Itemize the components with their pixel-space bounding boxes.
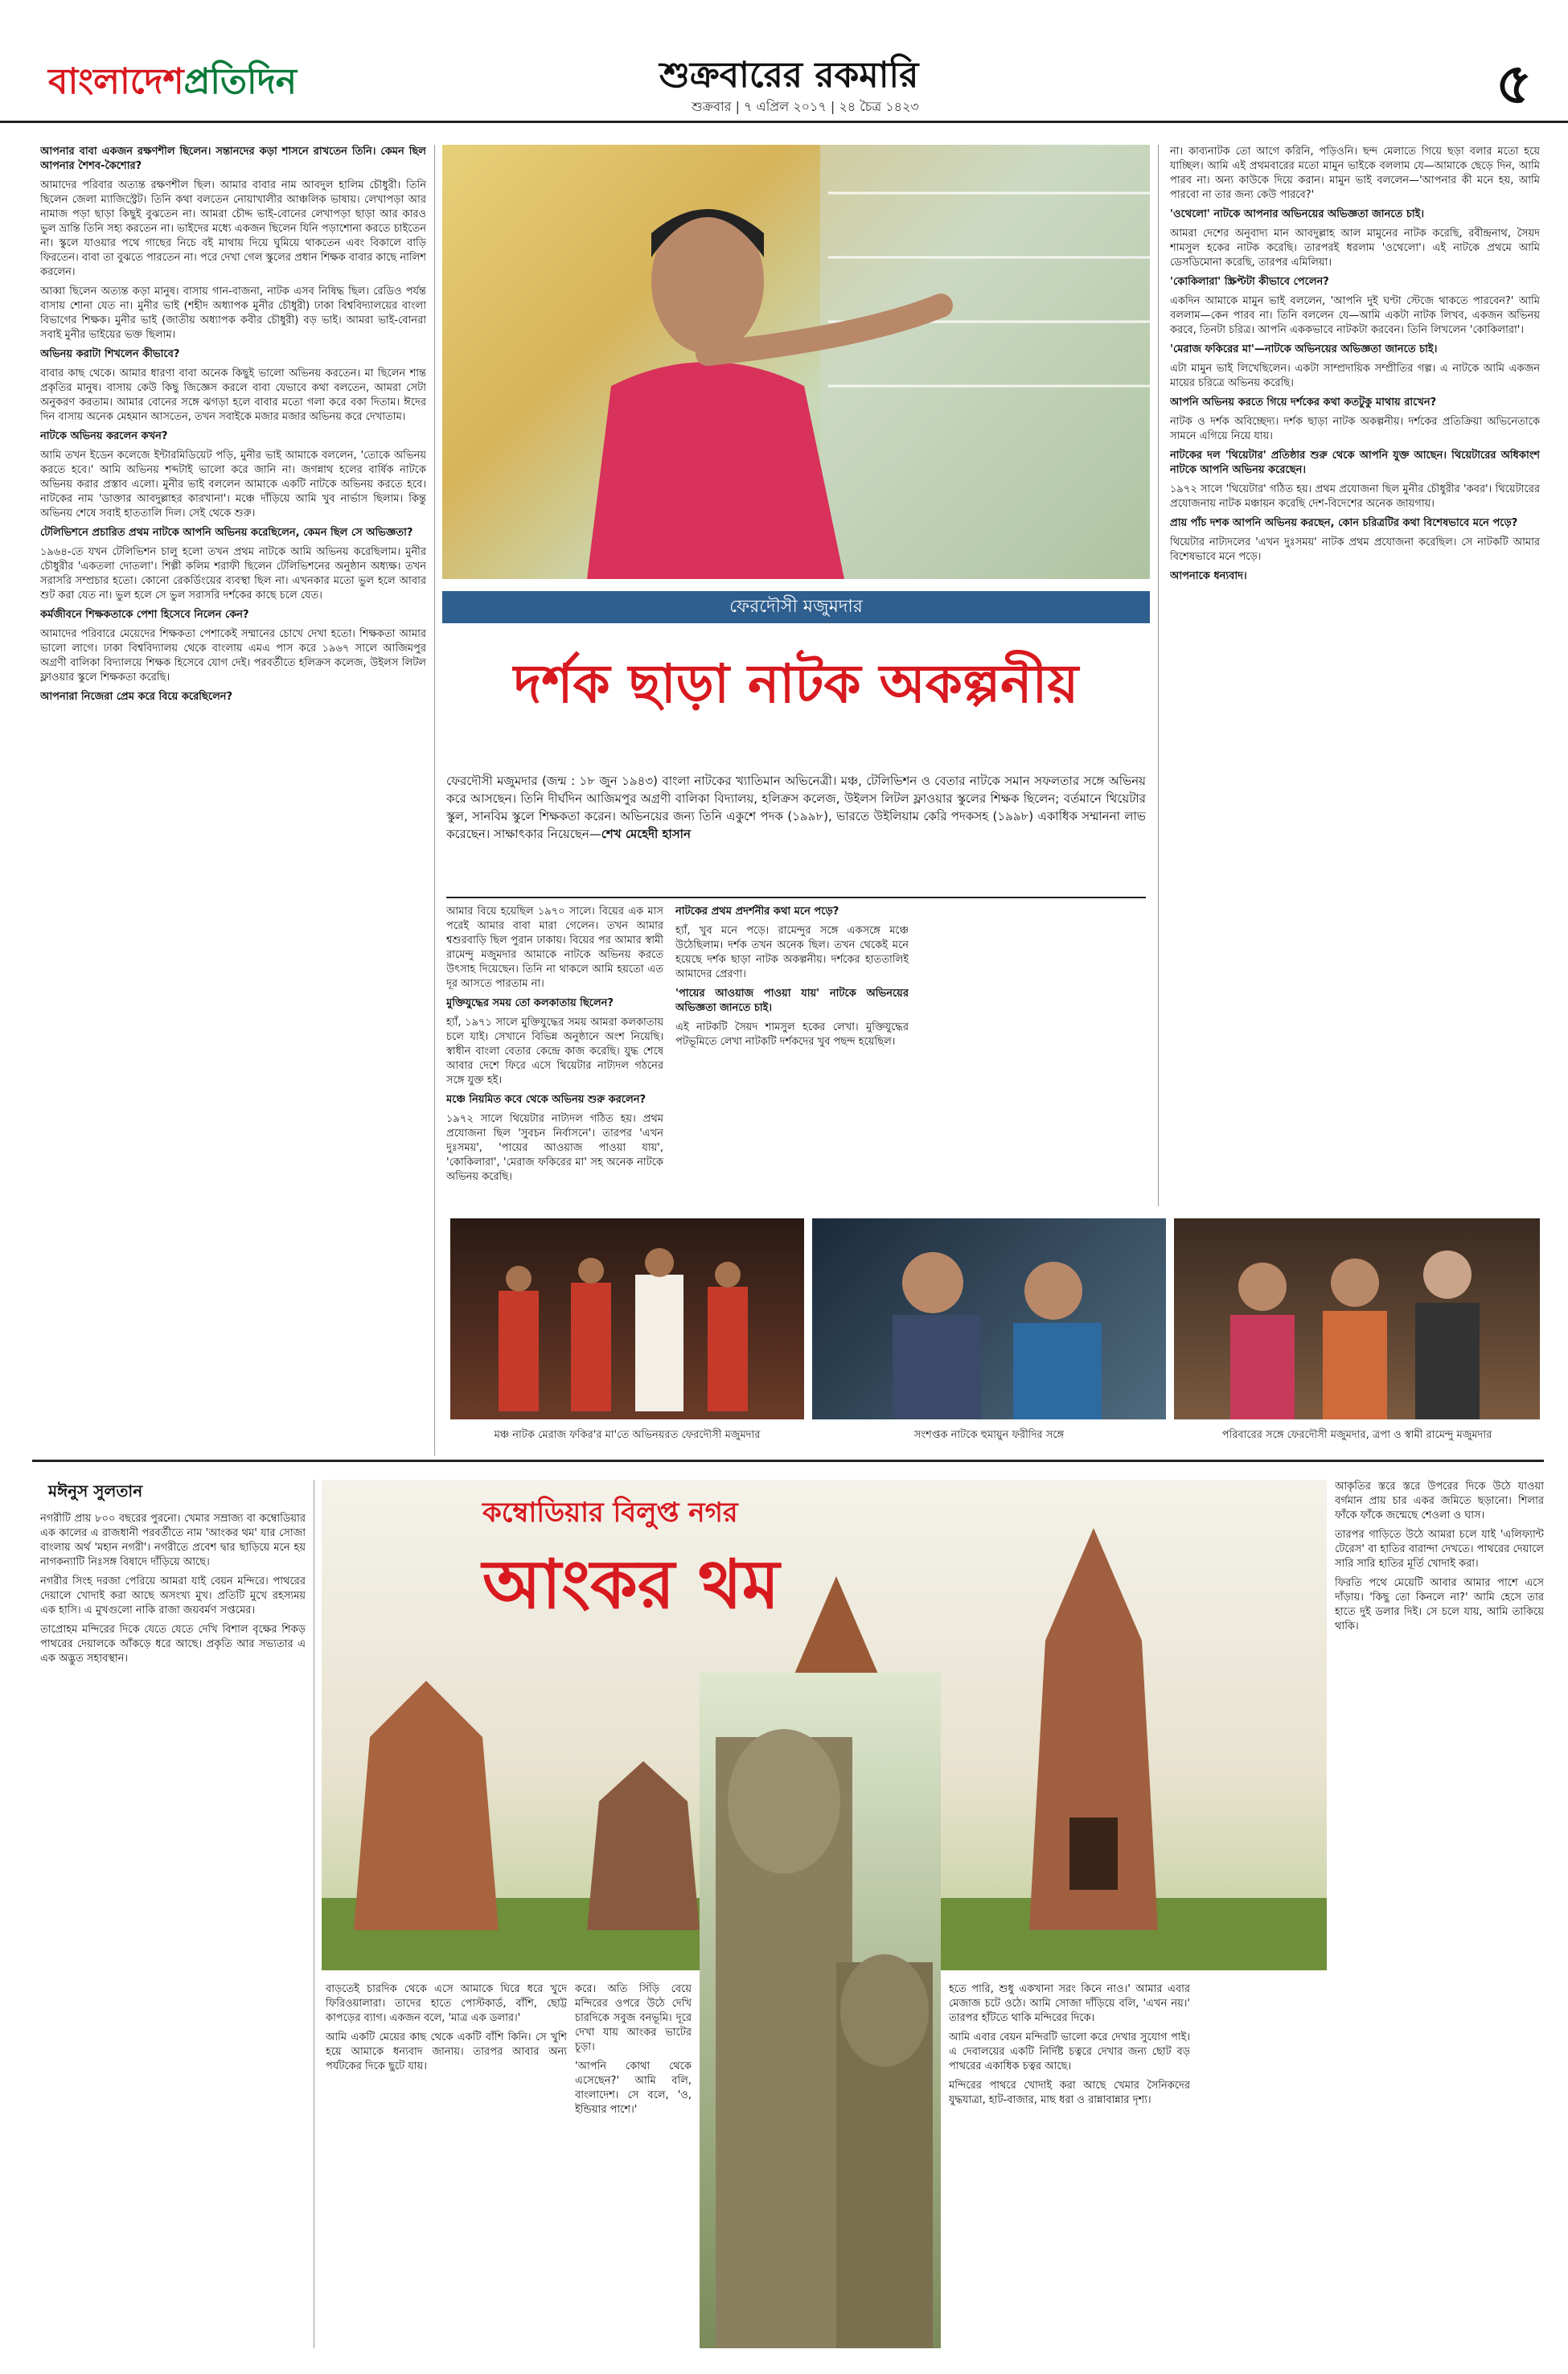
stone-faces-photo <box>700 1673 941 2348</box>
question-text: 'কোকিলারা' স্ক্রিপ্টটা কীভাবে পেলেন? <box>1170 276 1329 288</box>
story2-column-3 <box>575 1982 692 2348</box>
dateline: শুক্রবার | ৭ এপ্রিল ২০১৭ | ২৪ চৈত্র ১৪২৩ <box>692 99 919 114</box>
story1-column-1 <box>40 145 426 1456</box>
question-text: 'মেরাজ ফকিরের মা'—নাটকে অভিনয়ের অভিজ্ঞতা জানতে চাই। <box>1170 343 1438 355</box>
photo-caption-1: মঞ্চ নাটক মেরাজ ফকির'র মা'তে অভিনয়রত ফেরদৌসী মজুমদার <box>494 1429 761 1441</box>
story2-kicker: কম্বোডিয়ার বিলুপ্ত নগর <box>482 1497 738 1529</box>
paragraph-text: আমার বিয়ে হয়েছিল ১৯৭০ সালে। বিয়ের এক মাস পরেই আমার বাবা মারা গেলেন। তখন আমার শ্বশুরবাড়ি ছিল পুরান ঢাকায়। বিয়ের পর আমার স্বামী রামেন্দু মজুমদার আমাকে নাটকে অভিনয় করতে উৎসাহ দিয়েছেন। তিনি না থাকলে আমি হয়তো এত দূর আসতে পারতাম না। <box>446 906 663 990</box>
page-number: ৫ <box>1496 51 1533 117</box>
paragraph-text: মন্দিরের পাথরে খোদাই করা আছে খেমার সৈনিকদের যুদ্ধযাত্রা, হাট-বাজার, মাছ ধরা ও রান্নাবান্নার দৃশ্য। <box>949 2080 1190 2106</box>
paragraph-text: আমাদের পরিবারে মেয়েদের শিক্ষকতা পেশাকেই সম্মানের চোখে দেখা হতো। শিক্ষকতা আমার ভালো লাগে। ঢাকা বিশ্ববিদ্যালয় থেকে বাংলায় এমএ পাস করে ১৯৬৭ সালে আজিমপুর অগ্রণী বালিকা বিদ্যালয়ে শিক্ষক হিসেবে যোগ দেই। পরবর্তীতে হলিক্রস কলেজ, উইলস লিটল ফ্লাওয়ার স্কুলে শিক্ষকতা করেছি। <box>40 628 426 684</box>
paragraph-text: হতে পারি, শুধু একখানা সরং কিনে নাও।' আমার এবার মেজাজ চটে ওঠে। আমি সোজা দাঁড়িয়ে বলি, 'এখন নয়।' তারপর হাঁটতে থাকি মন্দিরের দিকে। <box>949 1983 1190 2024</box>
stage-photo-1 <box>450 1218 804 1419</box>
photo-caption-2: সংশপ্তক নাটকে হুমায়ুন ফরীদির সঙ্গে <box>913 1429 1065 1441</box>
paragraph-text: হ্যাঁ, ১৯৭১ সালে মুক্তিযুদ্ধের সময় আমরা কলকাতায় চলে যাই। সেখানে বিভিন্ন অনুষ্ঠানে অংশ নিয়েছি। স্বাধীন বাংলা বেতার কেন্দ্রে কাজ করেছি। যুদ্ধ শেষে আবার দেশে ফিরে এসে থিয়েটার নাট্যদল গঠনের সঙ্গে যুক্ত হই। <box>446 1017 663 1086</box>
paragraph-text: আব্বা ছিলেন অত্যন্ত কড়া মানুষ। বাসায় গান-বাজনা, নাটক এসব নিষিদ্ধ ছিল। রেডিও পর্যন্ত বাসায় শোনা যেত না। মুনীর ভাই (শহীদ অধ্যাপক মুনীর চৌধুরী) ঢাকা বিশ্ববিদ্যালয়ের বাংলা বিভাগের শিক্ষক। মুনীর ভাই (জাতীয় অধ্যাপক কবীর চৌধুরী) বড় ভাই। আমরা ভাই-বোনরা সবাই মুনীর ভাইয়ের ভক্ত ছিলাম। <box>40 285 426 341</box>
question-text: আপনাকে ধন্যবাদ। <box>1170 570 1247 582</box>
question-text: মুক্তিযুদ্ধের সময় তো কলকাতায় ছিলেন? <box>446 997 614 1009</box>
paragraph-text: নগরীটি প্রায় ৮০০ বছরের পুরনো। খেমার সম্রাজ্য বা কম্বোডিয়ার এক কালের এ রাজধানী পরবর্তীতে নাম 'আংকর থম' যার সোজা বাংলায় অর্থ 'মহান নগরী'। নগরীতে প্রবেশ দ্বার ছাড়িয়ে মনে হয় নাগকন্যাটি নিঃসঙ্গ বিষাদে দাঁড়িয়ে আছে। <box>40 1513 306 1568</box>
stage-photo-2 <box>812 1218 1166 1419</box>
story1-column-3 <box>675 905 909 1206</box>
paragraph-text: এটা মামুন ভাই লিখেছিলেন। একটা সাম্প্রদায়িক সম্প্রীতির গল্প। এ নাটকে আমি একজন মায়ের চরিত্রে অভিনয় করেছি। <box>1170 363 1540 389</box>
paragraph-text: আমি এবার বেয়ন মন্দিরটি ভালো করে দেখার সুযোগ পাই। এ দেবালয়ের একটি নির্দিষ্ট চত্বরে দেখার জন্য ছোট বড় পাথরের একাধিক চত্বর আছে। <box>949 2031 1190 2072</box>
paragraph-text: এই নাটকটি সৈয়দ শামসুল হকের লেখা। মুক্তিযুদ্ধের পটভূমিতে লেখা নাটকটি দর্শকদের খুব পছন্দ হয়েছিল। <box>675 1021 909 1048</box>
story1-headline: দর্শক ছাড়া নাটক অকল্পনীয় <box>513 653 1079 715</box>
portrait-photo <box>442 145 1150 579</box>
story1-column-4 <box>1170 145 1540 1206</box>
paragraph-text: থিয়েটার নাট্যদলের 'এখন দুঃসময়' নাটক প্রথম প্রযোজনা করেছিল। সে নাটকটি আমার বিশেষভাবে মনে পড়ে। <box>1170 536 1540 563</box>
story2-column-2 <box>326 1982 567 2348</box>
story2-column-5 <box>1335 1480 1544 2348</box>
paragraph-text: 'আপনি কোথা থেকে এসেছেন?' আমি বলি, বাংলাদেশ। সে বলে, 'ও, ইন্ডিয়ার পাশে।' <box>575 2060 692 2116</box>
story1-column-3b <box>917 905 1150 1206</box>
portrait-figure <box>442 145 1150 579</box>
column-rule <box>434 145 435 1456</box>
question-text: 'পায়ের আওয়াজ পাওয়া যায়' নাটকে অভিনয়ের অভিজ্ঞতা জানতে চাই। <box>675 988 909 1014</box>
intro-rule <box>446 897 1146 898</box>
question-text: আপনি অভিনয় করতে গিয়ে দর্শকের কথা কতটুকু মাথায় রাখেন? <box>1170 396 1437 409</box>
family-figures <box>1174 1218 1540 1419</box>
question-text: নাটকের প্রথম প্রদর্শনীর কথা মনে পড়ে? <box>675 906 839 918</box>
interviewer-name: শেখ মেহেদী হাসান <box>601 827 691 841</box>
paragraph-text: ১৯৭২ সালে থিয়েটার নাট্যদল গঠিত হয়। প্রথম প্রযোজনা ছিল 'সুবচন নির্বাসনে'। তারপর 'এখন দুঃসময়', 'পায়ের আওয়াজ পাওয়া যায়', 'কোকিলারা', 'মেরাজ ফকিরের মা' সহ অনেক নাটকে অভিনয় করেছি। <box>446 1113 663 1183</box>
question-text: অভিনয় করাটা শিখলেন কীভাবে? <box>40 348 180 360</box>
question-text: আপনারা নিজেরা প্রেম করে বিয়ে করেছিলেন? <box>40 691 233 703</box>
paragraph-text: বাড়তেই চারদিক থেকে এসে আমাকে ঘিরে ধরে খুদে ফিরিওয়ালারা। তাদের হাতে পোস্টকার্ড, বাঁশি, ছোট্ট কাপড়ের ব্যাগ। একজন বলে, 'মাত্র এক ডলার।' <box>326 1983 567 2024</box>
paragraph-text: তাপ্রোহম মন্দিরের দিকে যেতে যেতে দেখি বিশাল বৃক্ষের শিকড় পাথরের দেয়ালকে আঁকড়ে ধরে আছে। প্রকৃতি আর সভ্যতার এ এক অদ্ভুত সহাবস্থান। <box>40 1624 306 1665</box>
column-rule <box>1158 145 1159 1206</box>
paragraph-text: হ্যাঁ, খুব মনে পড়ে। রামেন্দুর সঙ্গে একসঙ্গে মঞ্চে উঠেছিলাম। দর্শক তখন অনেক ছিল। তখন থেকেই মনে হয়েছে দর্শক ছাড়া নাটক অকল্পনীয়। দর্শকের হাততালিই আমাদের প্রেরণা। <box>675 925 909 980</box>
paragraph-text: আকৃতির স্তরে স্তরে উপরের দিকে উঠে যাওয়া বর্গমান প্রায় চার একর জমিতে ছড়ানো। শিলার ফাঁকে ফাঁকে জন্মেছে শেওলা ও ঘাস। <box>1335 1481 1544 1522</box>
question-text: নাটকে অভিনয় করলেন কখন? <box>40 430 168 442</box>
paragraph-text: না। কাব্যনাটক তো আগে করিনি, পড়িওনি। ছন্দ মেলাতে গিয়ে ছড়া বলার মতো হয়ে যাচ্ছিল। আমি এই প্রথমবারের মতো মামুন ভাইকে বললাম যে—আমাকে ছেড়ে দিন, আমি পারব না। অন্য কাউকে দিয়ে করান। মামুন ভাই বললেন—'আপনার কী মনে হয়, আমি পারবো না তার জন্য কেউ পারবে?' <box>1170 146 1540 201</box>
question-text: 'ওথেলো' নাটকে আপনার অভিনয়ের অভিজ্ঞতা জানতে চাই। <box>1170 208 1425 220</box>
question-text: মঞ্চে নিয়মিত কবে থেকে অভিনয় শুরু করলেন? <box>446 1094 646 1106</box>
paragraph-text: তারপর গাড়িতে উঠে আমরা চলে যাই 'এলিফ্যান্ট টেরেস' বা হাতির বারান্দা দেখতে। পাথরের দেয়ালে সারি সারি হাতির মূর্তি খোদাই করা। <box>1335 1529 1544 1570</box>
paragraph-text: আমি তখন ইডেন কলেজে ইন্টারমিডিয়েট পড়ি, মুনীর ভাই আমাকে বললেন, 'তোকে অভিনয় করতে হবে।' আমি অভিনয় শব্দটাই ভালো করে জানি না। জগন্নাথ হলের বার্ষিক নাটকে অভিনয় করার প্রস্তাব এলো। মুনীর ভাই বললেন আমাকে একটি নাটকে অভিনয় করতে হবে। নাটকের নাম 'ডাক্তার আবদুল্লাহর কারখানা'। মঞ্চে দাঁড়িয়ে আমি খুব নার্ভাস ছিলাম। কিন্তু অভিনয় শেষে সবাই হাততালি দিল। সেই থেকে শুরু। <box>40 450 426 520</box>
paragraph-text: করে। অতি সিঁড়ি বেয়ে মন্দিরের ওপরে উঠে দেখি চারদিকে সবুজ বনভূমি। দূরে দেখা যায় আংকর ভাটের চূড়া। <box>575 1983 692 2053</box>
name-band: ফেরদৌসী মজুমদার <box>442 591 1150 623</box>
stage-figures <box>812 1218 1166 1419</box>
paragraph-text: ১৯৬৪-তে যখন টেলিভিশন চালু হলো তখন প্রথম নাটকে আমি অভিনয় করেছিলাম। মুনীর চৌধুরীর 'একতলা দোতলা'। শিল্পী কলিম শরাফী ছিলেন টেলিভিশনের অনুষ্ঠান অধ্যক্ষ। তখন সরাসরি সম্প্রচার হতো। কোনো রেকর্ডিংয়ের ব্যবস্থা ছিল না। এখনকার মতো ভুল হলে আবার শুট করা যেত না। ভুল হলে সে ভুল সরাসরি দর্শকের কাছে চলে যেত। <box>40 546 426 602</box>
question-text: প্রায় পাঁচ দশক আপনি অভিনয় করছেন, কোন চরিত্রটির কথা বিশেষভাবে মনে পড়ে? <box>1170 517 1518 529</box>
story2-column-4 <box>949 1982 1190 2348</box>
paragraph-text: একদিন আমাকে মামুন ভাই বললেন, 'আপনি দুই ঘণ্টা স্টেজে থাকতে পারবেন?' আমি বললাম—কেন পারব না। তিনি বললেন যে—আমি একটা নাটক লিখব, একজন অভিনয় করবে, তিনটা চরিত্র। আপনি এককভাবে নাটকটা করবেন। তিনি লিখলেন 'কোকিলারা'। <box>1170 295 1540 336</box>
story1-column-2 <box>446 905 663 1206</box>
story2-column-1 <box>40 1512 306 2348</box>
paragraph-text: ফিরতি পথে মেয়েটি আবার আমার পাশে এসে দাঁড়ায়। 'কিছু তো কিনলে না?' আমি হেসে তার হাতে দুই ডলার দিই। সে চলে যায়, আমি তাকিয়ে থাকি। <box>1335 1577 1544 1633</box>
question-text: আপনার বাবা একজন রক্ষণশীল ছিলেন। সন্তানদের কড়া শাসনে রাখতেন তিনি। কেমন ছিল আপনার শৈশব-কৈশোর? <box>40 146 426 172</box>
stone-heads <box>700 1673 941 2348</box>
paragraph-text: আমরা দেশের অনুবাদ্য মান আবদুল্লাহ আল মামুনের নাটক করেছি, রবীন্দ্রনাথ, সৈয়দ শামসুল হকের নাটক করেছি। তারপরই ধরলাম 'ওথেলো'। এই নাটকে প্রথমে আমি ডেসডিমোনা করেছি, তারপর এমিলিয়া। <box>1170 228 1540 269</box>
question-text: কর্মজীবনে শিক্ষকতাকে পেশা হিসেবে নিলেন কেন? <box>40 609 249 621</box>
photo-caption-3: পরিবারের সঙ্গে ফেরদৌসী মজুমদার, ত্রপা ও স্বামী রামেন্দু মজুমদার <box>1221 1429 1492 1441</box>
paragraph-text: আমাদের পরিবার অত্যন্ত রক্ষণশীল ছিল। আমার বাবার নাম আবদুল হালিম চৌধুরী। তিনি ছিলেন জেলা ম্যাজিস্ট্রেট। তিনি কথা বলতেন নোয়াখালীর আঞ্চলিক ভাষায়। লেখাপড়া আর নামাজ পড়া ছাড়া কিছুই বুঝতেন না। আমরা চৌদ্দ ভাই-বোনের লেখাপড়া ছাড়া আর কারও ভুল ভ্রান্তি তিনি সহ্য করতেন না। ভাইদের মধ্যে একজন ছিলেন যিনি পড়াশোনা করতে চাইতেন না। স্কুলে যাওয়ার পথে গাছের নিচে বই মাথায় দিয়ে ঘুমিয়ে থাকতেন এবং বিকালে বাড়ি ফিরতেন। বাবা তা বুঝতে পারতেন না। পরে দেখা গেল স্কুলের প্রধান শিক্ষক বাবার কাছে নালিশ করলেন। <box>40 179 426 278</box>
family-photo <box>1174 1218 1540 1419</box>
paragraph-text: ১৯৭২ সালে 'থিয়েটার' গঠিত হয়। প্রথম প্রযোজনা ছিল মুনীর চৌধুরীর 'কবর'। থিয়েটারের প্রযোজনায় নাটক মঞ্চায়ন করেছি দেশ-বিদেশের অনেক জায়গায়। <box>1170 483 1540 510</box>
question-text: টেলিভিশনে প্রচারিত প্রথম নাটকে আপনি অভিনয় করেছিলেন, কেমন ছিল সে অভিজ্ঞতা? <box>40 527 413 539</box>
stage-figures <box>450 1218 804 1419</box>
section-title: শুক্রবারের রকমারি <box>659 55 919 96</box>
question-text: নাটকের দল 'থিয়েটার' প্রতিষ্ঠার শুরু থেকে আপনি যুক্ত আছেন। থিয়েটারের অধিকাংশ নাটকে আপনি অভিনয় করেছেন। <box>1170 450 1540 476</box>
paragraph-text: বাবার কাছ থেকে। আমার ধারণা বাবা অনেক কিছুই ভালো অভিনয় করতেন। মা ছিলেন শান্ত প্রকৃতির মানুষ। বাসায় কেউ কিছু জিজ্ঞেস করলে বাবা যেভাবে কথা বলতেন, আমরা সেটা অনুকরণ করতাম। আমার বোনের সঙ্গে ঝগড়া হলে বাবার মতো গলা করে বকা দিতাম। ঈদের দিন বাসায় অনেক মেহমান আসতেন, তখন সবাইকে মজার মজার অভিনয় করে দেখাতাম। <box>40 368 426 423</box>
paragraph-text: আমি একটি মেয়ের কাছ থেকে একটি বাঁশি কিনি। সে খুশি হয়ে আমাকে ধন্যবাদ জানায়। তারপর আবার অন্য পর্যটকের দিকে ছুটে যায়। <box>326 2031 567 2072</box>
story2-headline: আংকর থম <box>482 1545 780 1624</box>
section-divider <box>32 1460 1544 1462</box>
paragraph-text: নগরীর সিংহ দরজা পেরিয়ে আমরা যাই বেয়ন মন্দিরে। পাথরের দেয়ালে খোদাই করা আছে অসংখ্য মুখ। প্রতিটি মুখে রহস্যময় এক হাসি। এ মুখগুলো নাকি রাজা জয়বর্মণ সপ্তমের। <box>40 1575 306 1616</box>
newspaper-logo: বাংলাদেশপ্রতিদিন <box>48 61 297 102</box>
story1-intro: ফেরদৌসী মজুমদার (জন্ম : ১৮ জুন ১৯৪৩) বাংলা নাটকের খ্যাতিমান অভিনেত্রী। মঞ্চ, টেলিভিশন ও বেতার নাটকে সমান সফলতার সঙ্গে অভিনয় করে আসছেন। তিনি দীর্ঘদিন আজিমপুর অগ্রণী বালিকা বিদ্যালয়, হলিক্রস কলেজ, উইলস লিটল ফ্লাওয়ার স্কুলের শিক্ষক ছিলেন; বর্তমানে থিয়েটার স্কুল, সানবিম স্কুলে শিক্ষকতা করেন। অভিনয়ের জন্য তিনি একুশে পদক (১৯৯৮), ভারতে উইলিয়াম কেরি পদকসহ (১৯৯৮) একাধিক সম্মাননা লাভ করেছেন। সাক্ষাৎকার নিয়েছেন—শেখ মেহেদী হাসান <box>446 774 1146 841</box>
story2-byline: মঈনুস সুলতান <box>48 1481 143 1501</box>
paragraph-text: নাটক ও দর্শক অবিচ্ছেদ্য। দর্শক ছাড়া নাটক অকল্পনীয়। দর্শকের প্রতিক্রিয়া অভিনেতাকে সামনে এগিয়ে নিয়ে যায়। <box>1170 416 1540 442</box>
